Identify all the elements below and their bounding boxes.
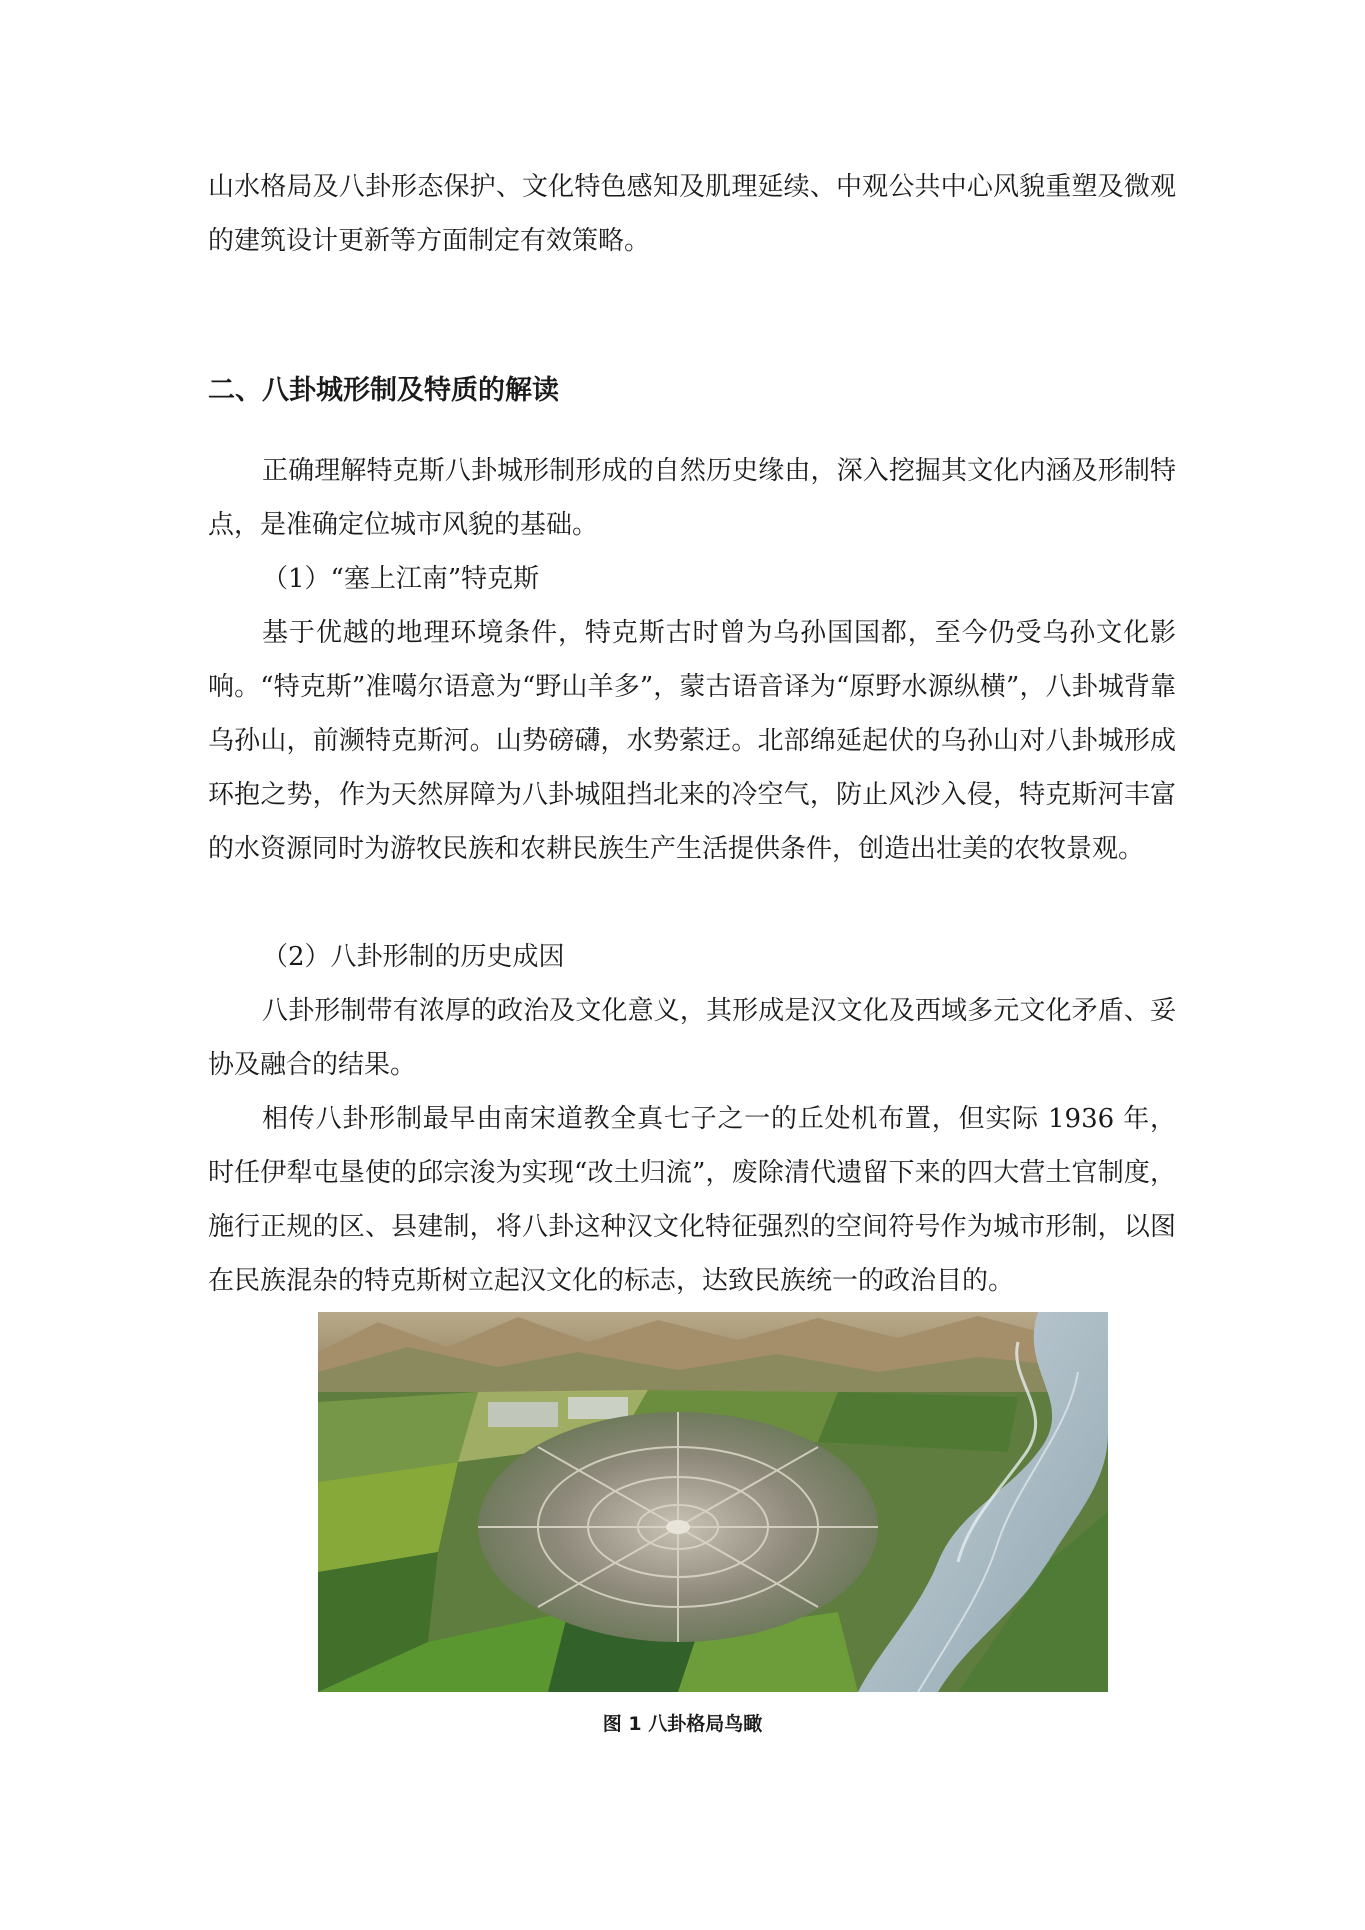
paragraph-2: 基于优越的地理环境条件，特克斯古时曾为乌孙国国都，至今仍受乌孙文化影响。“特克斯”准噶尔语意为“野山羊多”，蒙古语音译为“原野水源纵横”，八卦城背靠乌孙山，前濒特克斯河。山势磅礴，水势萦迂。北部绵延起伏的乌孙山对八卦城形成环抱之势，作为天然屏障为八卦城阻挡北来的冷空气，防止风沙入侵，特克斯河丰富的水资源同时为游牧民族和农耕民族生产生活提供条件，创造出壮美的农牧景观。 xyxy=(208,618,1176,864)
subheading-1: （1）“塞上江南”特克斯 xyxy=(262,564,540,594)
aerial-photo-illustration xyxy=(318,1312,1108,1692)
figure-caption: 图 1 八卦格局鸟瞰 xyxy=(602,1713,763,1735)
aerial-photo xyxy=(318,1312,1108,1692)
intro-paragraph: 山水格局及八卦形态保护、文化特色感知及肌理延续、中观公共中心风貌重塑及微观的建筑设计更新等方面制定有效策略。 xyxy=(208,172,1176,256)
paragraph-1: 正确理解特克斯八卦城形制形成的自然历史缘由，深入挖掘其文化内涵及形制特点，是准确定位城市风貌的基础。 xyxy=(208,456,1176,540)
paragraph-4: 相传八卦形制最早由南宋道教全真七子之一的丘处机布置，但实际 1936 年，时任伊犁屯垦使的邱宗浚为实现“改土归流”，废除清代遗留下来的四大营土官制度，施行正规的区、县建制，将八卦这种汉文化特征强烈的空间符号作为城市形制，以图在民族混杂的特克斯树立起汉文化的标志，达致民族统一的政治目的。 xyxy=(208,1104,1176,1296)
paragraph-3: 八卦形制带有浓厚的政治及文化意义，其形成是汉文化及西域多元文化矛盾、妥协及融合的结果。 xyxy=(208,996,1176,1080)
subheading-2: （2）八卦形制的历史成因 xyxy=(262,942,565,972)
section-heading: 二、八卦城形制及特质的解读 xyxy=(208,375,559,406)
